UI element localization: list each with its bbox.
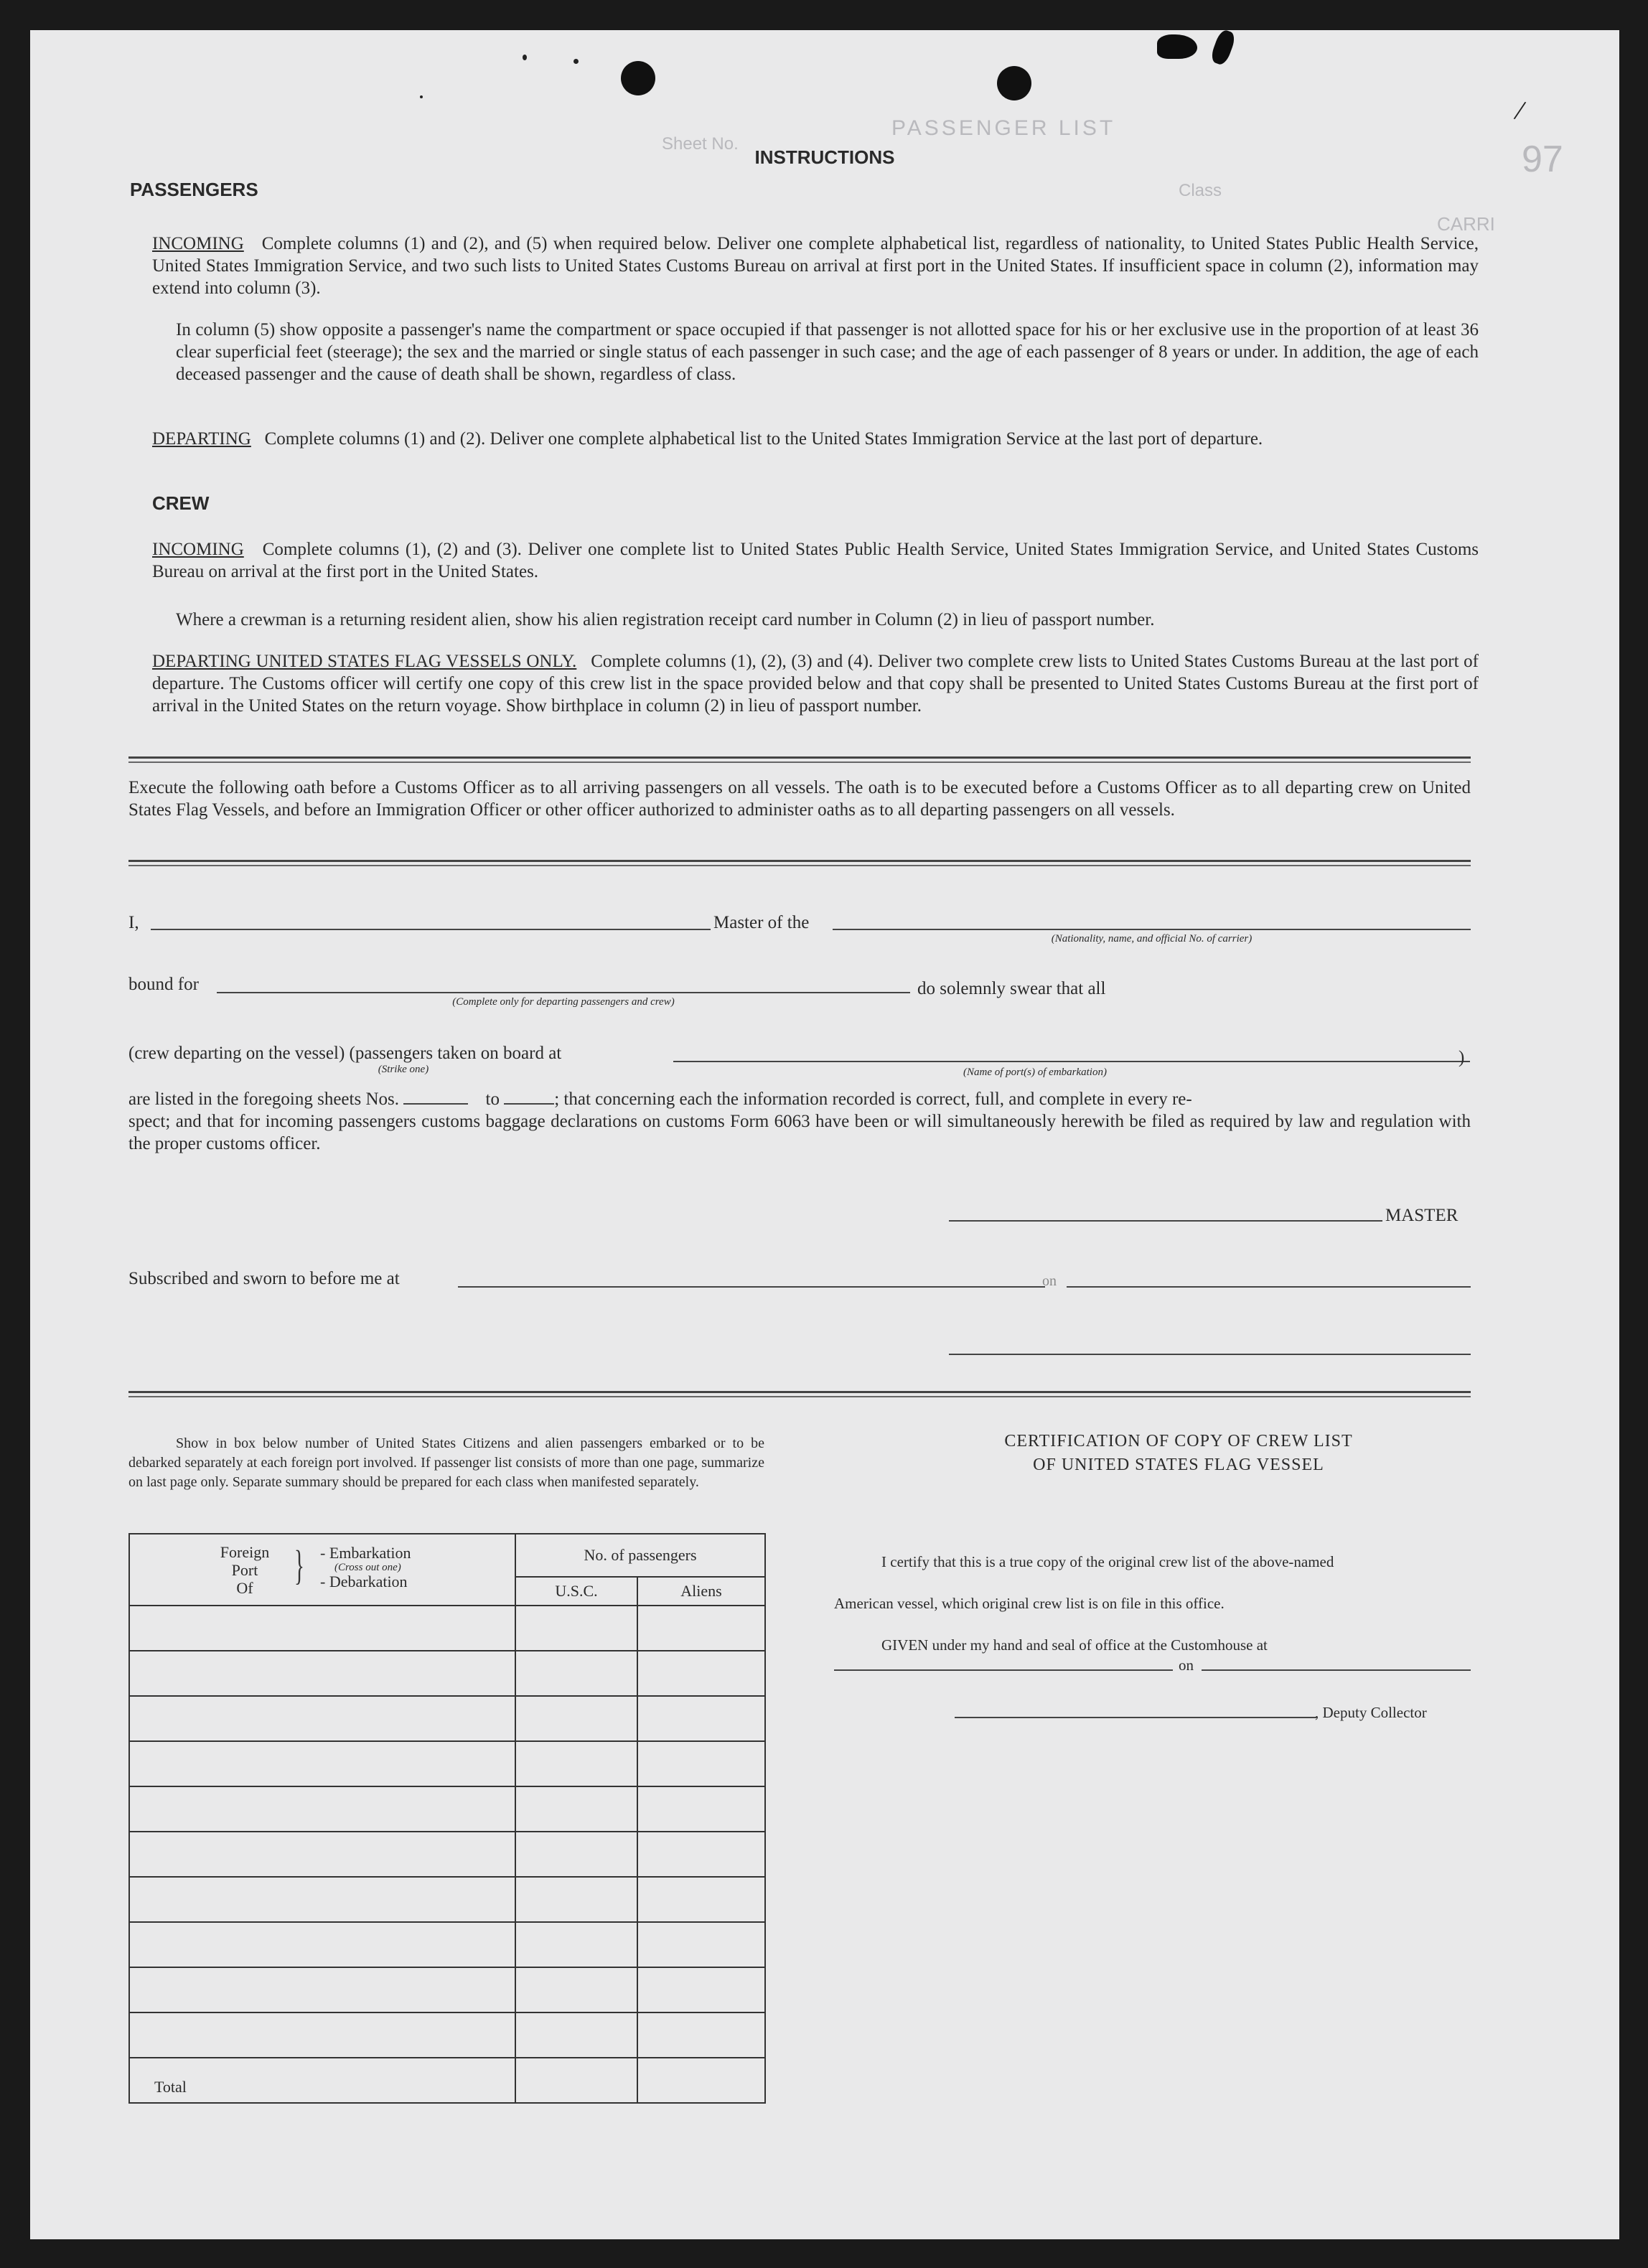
certification-title-line2: OF UNITED STATES FLAG VESSEL bbox=[1033, 1456, 1324, 1474]
nationality-note: (Nationality, name, and official No. of carrier) bbox=[1051, 933, 1253, 945]
crew-incoming-text: Complete columns (1), (2) and (3). Deliver one complete list to United States Public Health Service, United States Immigration Service, and United States Customs Bureau on arrival at the first port in the United States. bbox=[152, 540, 1479, 581]
aliens-cell[interactable] bbox=[637, 1832, 765, 1877]
aliens-cell[interactable] bbox=[637, 1967, 765, 2012]
usc-cell[interactable] bbox=[515, 1651, 637, 1696]
certify-text-b: American vessel, which original crew list is on file in this office. bbox=[834, 1595, 1225, 1612]
complete-only-note: (Complete only for departing passengers and crew) bbox=[452, 996, 675, 1008]
section-divider bbox=[128, 860, 1471, 862]
usc-cell[interactable] bbox=[515, 1877, 637, 1922]
passengers-column5-paragraph bbox=[176, 319, 1479, 385]
aliens-cell[interactable] bbox=[637, 1741, 765, 1786]
oath-i-label: I, bbox=[128, 913, 139, 932]
usc-cell[interactable] bbox=[515, 1606, 637, 1651]
aliens-cell[interactable] bbox=[637, 2012, 765, 2058]
deputy-collector-label: , Deputy Collector bbox=[1315, 1704, 1427, 1721]
aliens-cell[interactable] bbox=[637, 1651, 765, 1696]
section-divider bbox=[128, 1391, 1471, 1393]
port-cell[interactable] bbox=[129, 1786, 515, 1832]
ink-speck bbox=[523, 55, 527, 60]
port-cell[interactable] bbox=[129, 1606, 515, 1651]
embarkation-option[interactable]: - Embarkation bbox=[320, 1544, 411, 1562]
strike-one-note: (Strike one) bbox=[378, 1064, 429, 1075]
incoming-label: INCOMING bbox=[152, 234, 244, 253]
cross-out-note: (Cross out one) bbox=[334, 1562, 401, 1573]
port-cell[interactable] bbox=[129, 1741, 515, 1786]
no-of-passengers-header: No. of passengers bbox=[515, 1534, 765, 1577]
bound-for-label: bound for bbox=[128, 975, 199, 994]
listed-to: to bbox=[485, 1090, 500, 1109]
total-label: Total bbox=[129, 2058, 515, 2103]
passengers-incoming-text: Complete columns (1) and (2), and (5) when required below. Deliver one complete alphabetical list, regardless of nationality, to United States Public Health Service, United States Immigration Service, and two such lists to United States Customs Bureau on arrival at first port in the United States. If insufficient space in column (2), information may extend into column (3). bbox=[152, 234, 1479, 298]
embarkation-port-field[interactable] bbox=[673, 1061, 1470, 1062]
crew-resident-paragraph bbox=[176, 609, 1479, 631]
oath-intro: Execute the following oath before a Customs Officer as to all arriving passengers on all vessels. The oath is to be executed before a Customs Officer as to all departing crew on United States Flag Vessels, and before an Immigration Officer or other officer authorized to administer oaths as to all departing passengers on all vessels. bbox=[128, 778, 1471, 820]
pen-mark: / bbox=[1512, 93, 1528, 127]
listed-line bbox=[128, 1088, 1471, 1110]
ink-speck bbox=[573, 59, 579, 64]
solemnly-swear-text: do solemnly swear that all bbox=[917, 979, 1106, 998]
cert-on-label: on bbox=[1179, 1657, 1194, 1674]
master-signature-field[interactable] bbox=[949, 1220, 1382, 1222]
aliens-cell[interactable] bbox=[637, 1877, 765, 1922]
aliens-cell[interactable] bbox=[637, 1696, 765, 1741]
aliens-total-cell[interactable] bbox=[637, 2058, 765, 2103]
crew-resident-text: Where a crewman is a returning resident alien, show his alien registration receipt card number in Column (2) in lieu of passport number. bbox=[176, 610, 1155, 629]
officer-signature-field[interactable] bbox=[949, 1354, 1471, 1355]
usc-total-cell[interactable] bbox=[515, 2058, 637, 2103]
sheet-to-field[interactable] bbox=[504, 1103, 554, 1105]
master-label: MASTER bbox=[1385, 1206, 1459, 1225]
passengers-departing-paragraph bbox=[152, 428, 1479, 450]
usc-cell[interactable] bbox=[515, 1696, 637, 1741]
listed-text-b: ; that concerning each the information recorded is correct, full, and complete in every re- bbox=[554, 1090, 1192, 1109]
usc-cell[interactable] bbox=[515, 1786, 637, 1832]
crew-incoming-label: INCOMING bbox=[152, 540, 244, 559]
cert-date-field[interactable] bbox=[1202, 1669, 1471, 1671]
certification-title bbox=[848, 1430, 1509, 1477]
crew-heading: CREW bbox=[152, 492, 210, 514]
port-cell[interactable] bbox=[129, 2012, 515, 2058]
show-through-header: PASSENGER LIST bbox=[891, 116, 1116, 140]
document-page bbox=[30, 30, 1619, 2239]
close-paren: ) bbox=[1459, 1048, 1465, 1067]
usc-cell[interactable] bbox=[515, 1741, 637, 1786]
show-through-sheet: Sheet No. bbox=[662, 134, 739, 154]
passengers-departing-text: Complete columns (1) and (2). Deliver one complete alphabetical list to the United States Immigration Service at the last port of departure. bbox=[264, 429, 1263, 449]
master-name-field[interactable] bbox=[151, 929, 711, 930]
foreign-word: Foreign bbox=[220, 1543, 270, 1561]
certify-text-a: I certify that this is a true copy of the original crew list of the above-named bbox=[881, 1553, 1334, 1570]
usc-header: U.S.C. bbox=[515, 1577, 637, 1606]
summary-intro: Show in box below number of United States Citizens and alien passengers embarked or to be debarked separately at each foreign port involved. If passenger list consists of more than one page, summarize on last page only. Separate summary should be prepared for each class when manifested separately. bbox=[128, 1435, 764, 1490]
port-note: (Name of port(s) of embarkation) bbox=[963, 1067, 1107, 1078]
brace-icon: } bbox=[294, 1542, 304, 1588]
crew-departing-text: (crew departing on the vessel) (passengers taken on board at bbox=[128, 1044, 562, 1063]
usc-cell[interactable] bbox=[515, 2012, 637, 2058]
aliens-cell[interactable] bbox=[637, 1606, 765, 1651]
aliens-cell[interactable] bbox=[637, 1786, 765, 1832]
section-divider bbox=[128, 756, 1471, 759]
listed-text-c: spect; and that for incoming passengers customs baggage declarations on customs Form 6063 have been or will simultaneously herewith be filed as required by law and regulation with the proper customs officer. bbox=[128, 1112, 1471, 1153]
usc-cell[interactable] bbox=[515, 1922, 637, 1967]
passengers-heading: PASSENGERS bbox=[130, 179, 258, 200]
flag-vessels-label: DEPARTING UNITED STATES FLAG VESSELS ONLY. bbox=[152, 652, 577, 671]
ink-speck bbox=[420, 95, 423, 98]
port-cell[interactable] bbox=[129, 1967, 515, 2012]
carrier-field[interactable] bbox=[833, 929, 1471, 930]
port-cell[interactable] bbox=[129, 1696, 515, 1741]
sheet-from-field[interactable] bbox=[403, 1103, 468, 1105]
show-through-page-number: 97 bbox=[1522, 139, 1563, 180]
bound-for-field[interactable] bbox=[217, 992, 910, 993]
debarkation-option[interactable]: - Debarkation bbox=[320, 1573, 408, 1590]
passengers-incoming-paragraph bbox=[152, 233, 1479, 299]
master-of-the-label: Master of the bbox=[713, 913, 810, 932]
certification-title-line1: CERTIFICATION OF COPY OF CREW LIST bbox=[1004, 1432, 1353, 1451]
crew-incoming-paragraph bbox=[152, 538, 1479, 583]
listed-text-a: are listed in the foregoing sheets Nos. bbox=[128, 1090, 399, 1109]
port-cell[interactable] bbox=[129, 1877, 515, 1922]
given-text: GIVEN under my hand and seal of office at the Customhouse at bbox=[881, 1636, 1268, 1654]
instructions-title: INSTRUCTIONS bbox=[754, 146, 895, 168]
flag-vessels-paragraph bbox=[152, 650, 1479, 717]
port-cell[interactable] bbox=[129, 1832, 515, 1877]
departing-label: DEPARTING bbox=[152, 429, 251, 449]
flag-vessels-text: Complete columns (1), (2), (3) and (4). Deliver two complete crew lists to United States Customs Bureau at the last port of departure. The Customs officer will certify one copy of this crew list in the space provided below and that copy shall be presented to United States Customs Bureau at the first port of arrival in the United States on the return voyage. Show birthplace in column (2) in lieu of passport number. bbox=[152, 652, 1479, 716]
ink-blot bbox=[1209, 28, 1237, 66]
sworn-on-label: on bbox=[1042, 1273, 1057, 1289]
customhouse-field[interactable] bbox=[834, 1669, 1173, 1671]
foreign-port-of-label bbox=[202, 1543, 288, 1597]
show-through-class: Class bbox=[1179, 181, 1222, 200]
punch-hole-left bbox=[621, 61, 655, 95]
show-through-carrier: CARRI bbox=[1437, 213, 1495, 235]
port-cell[interactable] bbox=[129, 1922, 515, 1967]
of-word: Of bbox=[236, 1579, 253, 1597]
usc-cell[interactable] bbox=[515, 1832, 637, 1877]
passenger-summary-table bbox=[128, 1533, 766, 2104]
ink-blot bbox=[1157, 34, 1197, 59]
sworn-date-field[interactable] bbox=[1067, 1286, 1471, 1288]
port-word: Port bbox=[231, 1561, 258, 1579]
passengers-column5-text: In column (5) show opposite a passenger's name the compartment or space occupied if that passenger is not allotted space for his or her exclusive use in the proportion of at least 36 clear superficial feet (steerage); the sex and the married or single status of each passenger in such case; and the age of each passenger of 8 years or under. In addition, the age of each deceased passenger and the cause of death shall be shown, regardless of class. bbox=[176, 320, 1479, 384]
foreign-port-header bbox=[129, 1534, 515, 1606]
deputy-signature-field[interactable] bbox=[955, 1717, 1316, 1718]
port-cell[interactable] bbox=[129, 1651, 515, 1696]
punch-hole-right bbox=[997, 66, 1031, 100]
embarkation-block bbox=[320, 1545, 411, 1590]
subscribed-label: Subscribed and sworn to before me at bbox=[128, 1269, 400, 1288]
aliens-cell[interactable] bbox=[637, 1922, 765, 1967]
sworn-place-field[interactable] bbox=[458, 1286, 1045, 1288]
aliens-header: Aliens bbox=[637, 1577, 765, 1606]
usc-cell[interactable] bbox=[515, 1967, 637, 2012]
